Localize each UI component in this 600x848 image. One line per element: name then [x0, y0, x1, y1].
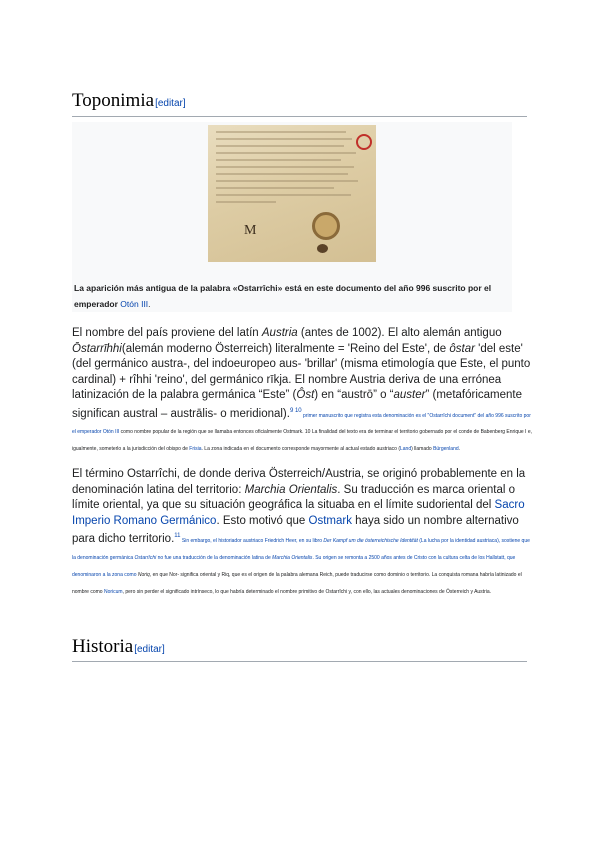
caption-link-oton[interactable]: Otón III: [120, 299, 149, 309]
paragraph-etymology: El nombre del país proviene del latín Austria (antes de 1002). El alto alemán antiguo Ōstarrīhhi(alemán moderno Österreich) literalmente = 'Reino del Este', de ôstar 'del este' (del germánico austra-, del indoeuropeo aus- 'brillar' (misma etimología que Este, el punto cardinal) + rîhhi 'reino', del germánico rīkja. El nombre Austria deriva de una errónea latinización de la palabra germánica “Este” (Ôst) en “austrō” o “auster” (metafóricamente significan austral – austrālis- o meridional).$^{9 10}$ primer manuscrito que registra esta denominación es el "Ostarrîchi document" del año 996 suscrito por el emperador Otón III como nombre popular de la región que se llamaba entonces oficialmente Ostmark. 10 La finalidad del texto era de terminar el territorio gobernado por el conde de Babenberg Enrique I e, igualmente, someterlo a la jurisdicción del obispo de Frisia. La zona indicada en el documento corresponde mayormente al actual estado austriaco (Land) llamado Bürgenland.: [72, 327, 533, 453]
link-ostmark[interactable]: Ostmark: [308, 514, 352, 527]
heading-divider: [72, 116, 527, 117]
note-link-burgenland[interactable]: Bürgenland: [433, 446, 459, 453]
monogram: M: [244, 223, 257, 238]
figure-caption: La aparición más antigua de la palabra «Ostarrîchi» está en este documento del año 996 suscrito por el emperador Otón III.: [74, 283, 492, 309]
seal-mark: [317, 244, 328, 253]
section-heading-toponimia: [72, 90, 186, 112]
reference-11[interactable]: 11: [174, 533, 181, 539]
heading-divider: [72, 661, 527, 662]
highlight-circle: [356, 134, 372, 150]
note-link-frisia[interactable]: Frisia: [189, 446, 202, 453]
document-image[interactable]: [208, 125, 376, 262]
note-text: primer manuscrito que registra esta denominación es el "Ostarrîchi document" del año 996 suscrito por el emperador Otón III: [72, 412, 531, 436]
wax-seal: [312, 212, 340, 240]
section-title: Historia: [72, 636, 134, 657]
note-link-land[interactable]: Land: [399, 446, 412, 453]
section-heading-historia: [72, 636, 165, 658]
section-title: Toponimia: [72, 90, 155, 111]
paragraph-ostarrichi: El término Ostarrîchi, de donde deriva Österreich/Austria, se originó probablemente en la denominación latina del territorio: Marchia Orientalis. Su traducción es marca oriental o límite oriental, ya que su situación geográfica la situaba en el límite sudoriental del Sacro Imperio Romano Germánico. Esto motivó que Ostmark haya sido un nombre alternativo para dicho territorio.$^{11}$ Sin embargo, el historiador austriaco Friedrich Heer, en su libro Der Kampf um die österreichische Identität (La lucha por la identidad austriaca), sostiene que la denominación germánica Ostarrîchi no fue una traducción de la denominación latina de Marchia Orientalis. Su origen se remonta a 2500 años antes de Cristo con la cultura celta de los Hallstatt, que denominaron a la zona como Noriq, en que Nor- significa oriental y Riq, que es el origen de la palabra alemana Reich, puede traducirse como dominio o territorio. La conquista romana habría latinizado el nombre como Noricum, pero sin perder el significado intrínseco, lo que habría determinado el nombre primitivo de Ostarrîchi y, con ello, las actuales denominaciones de Österreich y Austria.: [72, 468, 530, 595]
edit-link[interactable]: [editar]: [134, 644, 165, 655]
link-sacro-imperio[interactable]: Sacro Imperio Romano Germánico: [72, 499, 525, 527]
reference-9-10[interactable]: 9 10: [289, 407, 302, 414]
note-link-noricum[interactable]: Noricum: [103, 588, 123, 595]
edit-link[interactable]: [editar]: [155, 98, 186, 109]
